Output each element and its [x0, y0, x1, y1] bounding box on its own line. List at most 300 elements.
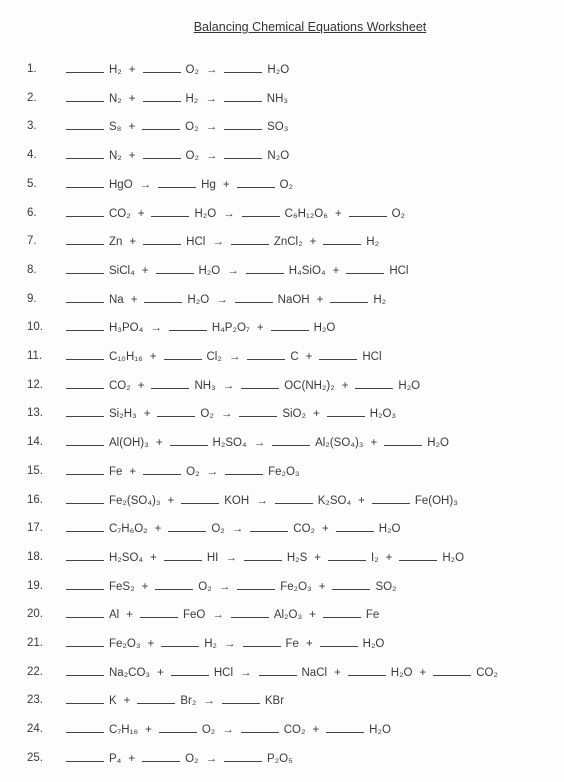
- equation-number: 16.: [27, 493, 43, 506]
- equation-row: [0, 377, 564, 393]
- coefficient-blank[interactable]: [271, 319, 309, 331]
- plus-sign: +: [334, 207, 342, 220]
- chemical-formula: N₂: [109, 92, 122, 105]
- equation-number: 5.: [27, 177, 37, 190]
- equation-row: [0, 61, 564, 77]
- arrow-icon: →: [212, 236, 224, 249]
- coefficient-blank[interactable]: [159, 721, 197, 733]
- equation: [66, 692, 284, 709]
- coefficient-blank[interactable]: [66, 377, 104, 389]
- equation-row: [0, 319, 564, 335]
- coefficient-blank[interactable]: [142, 118, 180, 130]
- plus-sign: +: [141, 264, 149, 277]
- coefficient-blank[interactable]: [66, 750, 104, 762]
- plus-sign: +: [309, 609, 316, 622]
- arrow-icon: →: [205, 92, 217, 105]
- plus-sign: +: [334, 666, 341, 679]
- equation-number: 10.: [27, 321, 43, 334]
- coefficient-blank[interactable]: [158, 176, 196, 188]
- chemical-formula: Fe₂O₃: [109, 638, 141, 650]
- plus-sign: +: [143, 408, 151, 421]
- chemical-formula: FeO: [182, 609, 206, 622]
- coefficient-blank[interactable]: [66, 118, 104, 130]
- plus-sign: +: [167, 494, 175, 507]
- chemical-formula: P₂O₅: [267, 752, 293, 765]
- chemical-formula: SiCl₄: [109, 264, 135, 277]
- coefficient-blank[interactable]: [171, 664, 209, 676]
- arrow-icon: →: [205, 121, 218, 134]
- equation: [66, 434, 449, 451]
- equation-number: 18.: [27, 550, 43, 563]
- plus-sign: +: [341, 379, 349, 392]
- equation-number: 15.: [27, 464, 43, 477]
- equation-row: [0, 750, 564, 766]
- chemical-formula: H₂O: [427, 437, 449, 450]
- coefficient-blank[interactable]: [143, 147, 181, 159]
- arrow-icon: →: [225, 551, 237, 564]
- chemical-formula: NH₃: [194, 379, 216, 392]
- plus-sign: +: [150, 551, 157, 564]
- equation: [66, 262, 408, 279]
- chemical-formula: Si₂H₃: [109, 408, 137, 421]
- equation: [66, 635, 384, 652]
- coefficient-blank[interactable]: [66, 233, 104, 245]
- equation-row: [0, 492, 564, 508]
- equation-number: 4.: [27, 149, 37, 162]
- chemical-formula: O₂: [185, 752, 199, 765]
- chemical-formula: O₂: [185, 121, 199, 134]
- chemical-formula: H₂SO₄: [109, 551, 144, 564]
- coefficient-blank[interactable]: [151, 377, 189, 389]
- equation-row: [0, 635, 564, 651]
- chemical-formula: H₂: [366, 236, 380, 249]
- arrow-icon: →: [216, 293, 228, 306]
- plus-sign: +: [129, 236, 137, 249]
- coefficient-blank[interactable]: [346, 262, 384, 274]
- plus-sign: +: [155, 437, 163, 450]
- coefficient-blank[interactable]: [66, 176, 104, 188]
- plus-sign: +: [149, 351, 157, 363]
- coefficient-blank[interactable]: [242, 205, 280, 217]
- chemical-formula: H₂O: [378, 523, 401, 536]
- equation-number: 9.: [27, 292, 37, 305]
- coefficient-blank[interactable]: [142, 750, 180, 762]
- coefficient-blank[interactable]: [243, 635, 281, 647]
- equation: [66, 578, 397, 595]
- plus-sign: +: [157, 666, 164, 679]
- coefficient-blank[interactable]: [170, 434, 208, 446]
- coefficient-blank[interactable]: [332, 578, 370, 590]
- equation: [66, 377, 420, 394]
- plus-sign: +: [312, 724, 320, 737]
- coefficient-blank[interactable]: [348, 664, 386, 676]
- coefficient-blank[interactable]: [66, 319, 104, 331]
- chemical-formula: O₂: [185, 64, 199, 76]
- equation: [66, 118, 288, 135]
- equation-number: 24.: [27, 723, 43, 736]
- chemical-formula: Al₂(SO₄)₃: [315, 437, 364, 450]
- coefficient-blank[interactable]: [326, 721, 364, 733]
- equation-row: [0, 405, 564, 421]
- chemical-formula: Br₂: [180, 695, 197, 708]
- plus-sign: +: [128, 64, 136, 76]
- coefficient-blank[interactable]: [66, 463, 104, 475]
- equation-row: [0, 549, 564, 565]
- coefficient-blank[interactable]: [246, 262, 284, 274]
- worksheet-title: Balancing Chemical Equations Worksheet: [193, 20, 427, 34]
- coefficient-blank[interactable]: [66, 635, 104, 647]
- chemical-formula: Hg: [201, 178, 216, 191]
- chemical-formula: H₂O: [198, 264, 221, 277]
- equation-row: [0, 291, 564, 307]
- chemical-formula: K: [109, 695, 117, 708]
- chemical-formula: Zn: [109, 236, 123, 249]
- equation-number: 22.: [27, 665, 43, 678]
- chemical-formula: NH₃: [266, 92, 289, 105]
- arrow-icon: →: [240, 666, 252, 679]
- equation: [66, 348, 382, 365]
- coefficient-blank[interactable]: [156, 262, 194, 274]
- equation-row: [0, 262, 564, 278]
- chemical-formula: C: [290, 351, 299, 363]
- coefficient-blank[interactable]: [355, 377, 393, 389]
- chemical-formula: CO₂: [293, 523, 315, 536]
- coefficient-blank[interactable]: [143, 233, 181, 245]
- coefficient-blank[interactable]: [222, 692, 260, 704]
- equation-number: 11.: [27, 350, 43, 362]
- chemical-formula: SO₃: [267, 121, 289, 134]
- plus-sign: +: [314, 551, 321, 564]
- chemical-formula: ZnCl₂: [273, 236, 303, 249]
- coefficient-blank[interactable]: [66, 405, 104, 417]
- chemical-formula: H₂SO₄: [212, 437, 247, 450]
- coefficient-blank[interactable]: [161, 635, 199, 647]
- equation-number: 12.: [27, 378, 43, 391]
- chemical-formula: HCl: [362, 351, 382, 363]
- chemical-formula: Al₂O₃: [273, 609, 303, 622]
- coefficient-blank[interactable]: [224, 61, 262, 73]
- chemical-formula: SO₂: [375, 580, 397, 593]
- coefficient-blank[interactable]: [349, 205, 387, 217]
- chemical-formula: O₂: [201, 724, 216, 737]
- chemical-formula: C₁₀H₁₆: [109, 351, 143, 363]
- chemical-formula: CO₂: [283, 724, 306, 737]
- coefficient-blank[interactable]: [66, 606, 104, 618]
- coefficient-blank[interactable]: [224, 147, 262, 159]
- equation-row: [0, 578, 564, 594]
- coefficient-blank[interactable]: [330, 291, 368, 303]
- equation: [66, 319, 335, 336]
- chemical-formula: O₂: [185, 150, 199, 163]
- coefficient-blank[interactable]: [384, 434, 422, 446]
- equation-number: 21.: [27, 637, 43, 649]
- arrow-icon: →: [220, 408, 233, 421]
- equation-row: [0, 721, 564, 737]
- coefficient-blank[interactable]: [66, 721, 104, 733]
- equation: [66, 147, 289, 164]
- plus-sign: +: [137, 207, 145, 220]
- chemical-formula: HCl: [213, 666, 233, 679]
- coefficient-blank[interactable]: [224, 750, 262, 762]
- chemical-formula: NaCl: [301, 666, 328, 679]
- plus-sign: +: [137, 379, 145, 392]
- chemical-formula: O₂: [198, 580, 212, 593]
- coefficient-blank[interactable]: [320, 635, 358, 647]
- chemical-formula: S₈: [109, 121, 122, 134]
- coefficient-blank[interactable]: [157, 405, 195, 417]
- coefficient-blank[interactable]: [336, 520, 374, 532]
- equation-number: 8.: [27, 263, 37, 276]
- equation: [66, 176, 293, 193]
- coefficient-blank[interactable]: [143, 90, 181, 102]
- chemical-formula: H₂O: [369, 724, 391, 737]
- coefficient-blank[interactable]: [164, 348, 202, 360]
- coefficient-blank[interactable]: [144, 291, 182, 303]
- coefficient-blank[interactable]: [155, 578, 193, 590]
- coefficient-blank[interactable]: [328, 549, 366, 561]
- coefficient-blank[interactable]: [66, 578, 104, 590]
- plus-sign: +: [130, 293, 138, 306]
- chemical-formula: KOH: [224, 494, 250, 507]
- equation-row: [0, 692, 564, 708]
- chemical-formula: N₂: [109, 150, 122, 163]
- arrow-icon: →: [212, 609, 224, 622]
- plus-sign: +: [222, 178, 230, 191]
- coefficient-blank[interactable]: [241, 377, 279, 389]
- chemical-formula: Na₂CO₃: [109, 666, 151, 679]
- equation-row: [0, 606, 564, 622]
- coefficient-blank[interactable]: [239, 405, 277, 417]
- plus-sign: +: [385, 551, 393, 564]
- chemical-formula: O₂: [186, 465, 200, 478]
- coefficient-blank[interactable]: [372, 492, 410, 504]
- plus-sign: +: [318, 580, 326, 593]
- chemical-formula: O₂: [200, 408, 214, 421]
- coefficient-blank[interactable]: [66, 61, 104, 73]
- coefficient-blank[interactable]: [225, 463, 263, 475]
- plus-sign: +: [147, 638, 155, 650]
- chemical-formula: H₂O: [313, 322, 336, 335]
- equation: [66, 463, 300, 480]
- equation-number: 13.: [27, 407, 43, 420]
- chemical-formula: Fe₂O₃: [268, 465, 300, 478]
- coefficient-blank[interactable]: [66, 147, 104, 159]
- equation: [66, 291, 386, 308]
- coefficient-blank[interactable]: [66, 520, 104, 532]
- coefficient-blank[interactable]: [247, 348, 285, 360]
- coefficient-blank[interactable]: [319, 348, 357, 360]
- equation: [66, 492, 458, 509]
- coefficient-blank[interactable]: [237, 578, 275, 590]
- coefficient-blank[interactable]: [275, 492, 313, 504]
- plus-sign: +: [312, 408, 320, 421]
- plus-sign: +: [129, 465, 137, 478]
- equation: [66, 233, 379, 250]
- equation-number: 14.: [27, 436, 43, 449]
- chemical-formula: OC(NH₂)₂: [284, 379, 335, 392]
- equation: [66, 61, 289, 78]
- coefficient-blank[interactable]: [66, 549, 104, 561]
- plus-sign: +: [332, 264, 340, 277]
- chemical-formula: CO₂: [109, 207, 131, 220]
- plus-sign: +: [309, 236, 317, 249]
- equation-number: 17.: [27, 522, 43, 535]
- chemical-formula: Al(OH)₃: [109, 437, 149, 450]
- chemical-formula: H₄P₂O₇: [211, 322, 250, 335]
- chemical-formula: I₂: [370, 551, 379, 564]
- arrow-icon: →: [139, 178, 152, 191]
- plus-sign: +: [316, 293, 324, 306]
- arrow-icon: →: [150, 322, 162, 335]
- coefficient-blank[interactable]: [66, 692, 104, 704]
- equation: [66, 90, 288, 107]
- coefficient-blank[interactable]: [169, 319, 207, 331]
- coefficient-blank[interactable]: [231, 606, 269, 618]
- arrow-icon: →: [231, 523, 244, 536]
- equation-row: [0, 348, 564, 364]
- coefficient-blank[interactable]: [66, 348, 104, 360]
- arrow-icon: →: [224, 638, 236, 650]
- coefficient-blank[interactable]: [399, 549, 437, 561]
- chemical-formula: H₂O₃: [369, 408, 397, 421]
- chemical-formula: H₂: [204, 638, 218, 650]
- chemical-formula: NaOH: [277, 293, 310, 306]
- equation-row: [0, 118, 564, 134]
- equation: [66, 405, 396, 422]
- coefficient-blank[interactable]: [164, 549, 202, 561]
- coefficient-blank[interactable]: [244, 549, 282, 561]
- chemical-formula: KBr: [264, 695, 285, 708]
- plus-sign: +: [321, 523, 329, 536]
- plus-sign: +: [370, 437, 378, 450]
- chemical-formula: Fe(OH)₃: [414, 494, 458, 507]
- plus-sign: +: [145, 724, 152, 737]
- chemical-formula: C₇H₁₆: [109, 724, 139, 737]
- coefficient-blank[interactable]: [66, 205, 104, 217]
- chemical-formula: HCl: [389, 264, 409, 277]
- chemical-formula: Na: [109, 293, 124, 306]
- coefficient-blank[interactable]: [323, 606, 361, 618]
- equation-row: [0, 147, 564, 163]
- coefficient-blank[interactable]: [272, 434, 310, 446]
- equation: [66, 606, 379, 623]
- plus-sign: +: [128, 752, 136, 765]
- equation-row: [0, 434, 564, 450]
- coefficient-blank[interactable]: [259, 664, 297, 676]
- equation-row: [0, 463, 564, 479]
- chemical-formula: O₂: [391, 207, 405, 220]
- plus-sign: +: [256, 322, 264, 335]
- coefficient-blank[interactable]: [66, 262, 104, 274]
- arrow-icon: →: [228, 351, 241, 363]
- plus-sign: +: [128, 121, 136, 134]
- chemical-formula: O₂: [279, 178, 293, 191]
- coefficient-blank[interactable]: [237, 176, 275, 188]
- equation-row: [0, 90, 564, 106]
- equation: [66, 750, 293, 767]
- arrow-icon: →: [206, 465, 219, 478]
- equation: [66, 664, 498, 681]
- coefficient-blank[interactable]: [224, 118, 262, 130]
- coefficient-blank[interactable]: [181, 492, 219, 504]
- chemical-formula: FeS₂: [109, 580, 135, 593]
- coefficient-blank[interactable]: [235, 291, 273, 303]
- arrow-icon: →: [205, 64, 218, 76]
- chemical-formula: H₂O: [267, 64, 290, 76]
- coefficient-blank[interactable]: [143, 463, 181, 475]
- equation-number: 25.: [27, 751, 43, 764]
- arrow-icon: →: [223, 207, 235, 220]
- equation: [66, 549, 464, 566]
- arrow-icon: →: [227, 264, 239, 277]
- chemical-formula: HgO: [109, 178, 133, 191]
- plus-sign: +: [126, 609, 133, 622]
- equation-row: [0, 233, 564, 249]
- chemical-formula: Al: [109, 609, 120, 622]
- chemical-formula: SiO₂: [282, 408, 306, 421]
- arrow-icon: →: [222, 724, 234, 737]
- arrow-icon: →: [222, 379, 235, 392]
- plus-sign: +: [128, 150, 136, 163]
- coefficient-blank[interactable]: [151, 205, 189, 217]
- arrow-icon: →: [218, 580, 231, 593]
- arrow-icon: →: [205, 150, 218, 163]
- chemical-formula: H₂O: [390, 666, 413, 679]
- equation-number: 2.: [27, 91, 37, 104]
- equation: [66, 520, 400, 537]
- coefficient-blank[interactable]: [66, 291, 104, 303]
- coefficient-blank[interactable]: [433, 664, 471, 676]
- chemical-formula: N₂O: [267, 150, 290, 163]
- coefficient-blank[interactable]: [140, 606, 178, 618]
- coefficient-blank[interactable]: [327, 405, 365, 417]
- coefficient-blank[interactable]: [143, 61, 181, 73]
- chemical-formula: HCl: [186, 236, 206, 249]
- chemical-formula: CO₂: [476, 666, 498, 679]
- chemical-formula: Fe: [109, 465, 123, 478]
- plus-sign: +: [358, 494, 365, 507]
- plus-sign: +: [128, 92, 136, 105]
- equation-number: 1.: [27, 63, 37, 75]
- coefficient-blank[interactable]: [66, 492, 104, 504]
- chemical-formula: H₂O: [362, 638, 385, 650]
- coefficient-blank[interactable]: [323, 233, 361, 245]
- arrow-icon: →: [253, 437, 266, 450]
- coefficient-blank[interactable]: [241, 721, 279, 733]
- coefficient-blank[interactable]: [66, 434, 104, 446]
- coefficient-blank[interactable]: [231, 233, 269, 245]
- chemical-formula: H₂O: [398, 379, 421, 392]
- equation-number: 23.: [27, 694, 43, 707]
- coefficient-blank[interactable]: [66, 90, 104, 102]
- equation: [66, 721, 391, 738]
- equation-row: [0, 176, 564, 192]
- equation-number: 19.: [27, 579, 43, 592]
- chemical-formula: H₂: [373, 293, 387, 306]
- coefficient-blank[interactable]: [224, 90, 262, 102]
- coefficient-blank[interactable]: [250, 520, 288, 532]
- coefficient-blank[interactable]: [66, 664, 104, 676]
- coefficient-blank[interactable]: [137, 692, 175, 704]
- chemical-formula: C₇H₆O₂: [109, 523, 148, 536]
- equation-number: 20.: [27, 608, 43, 621]
- chemical-formula: Fe₂(SO₄)₃: [109, 494, 161, 507]
- plus-sign: +: [419, 666, 427, 679]
- chemical-formula: Cl₂: [206, 351, 222, 363]
- chemical-formula: C₆H₁₂O₆: [284, 207, 328, 220]
- equation-number: 7.: [27, 235, 37, 248]
- coefficient-blank[interactable]: [168, 520, 206, 532]
